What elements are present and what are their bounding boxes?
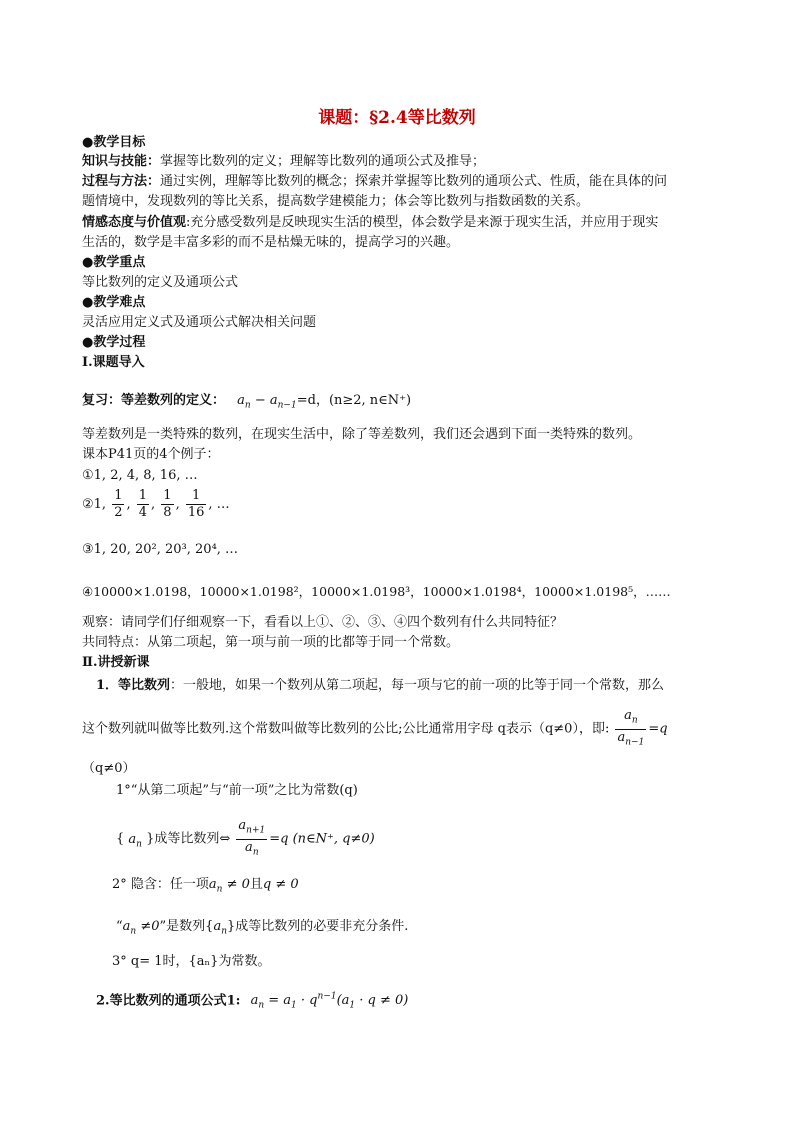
knowledge-label: 知识与技能： xyxy=(82,154,161,169)
difficulty-heading: ●教学难点 xyxy=(82,295,146,310)
observe-line: 观察：请同学们仔细观察一下，看看以上①、②、③、④四个数列有什么共同特征？ xyxy=(82,615,564,630)
difficulty-text: 灵活应用定义式及通项公式解决相关问题 xyxy=(82,315,317,330)
fraction-1-4: $\frac{1}{4}$ xyxy=(138,488,148,520)
goals-heading: ●教学目标 xyxy=(82,135,146,150)
note-1-formula: { $a_n$ }成等比数列⇔ $\frac{a_{n+1}}{a_n}$ =q (n∈N⁺, q≠0) xyxy=(116,818,375,861)
knowledge-line xyxy=(82,153,485,171)
note-2-text: 2° 隐含：任一项 xyxy=(112,877,209,892)
review-label: 复习：等差数列的定义： xyxy=(82,393,226,408)
emotion-line-2: 生活的，数学是丰富多彩的而不是枯燥无味的，提高学习的兴趣。 xyxy=(82,235,460,250)
general-term-formula: $a_n = a_1 \cdot q^{n-1}(a_1 \cdot q \ne 0)$ xyxy=(250,992,409,1011)
review-line: 复习：等差数列的定义： $a_n - a_{n-1}=d$，(n≥2, n∈N⁺) xyxy=(82,393,412,411)
definition-text-2: 这个数列就叫做等比数列.这个常数叫做等比数列的公比;公比通常用字母 q表示（q≠0），即: xyxy=(82,721,610,737)
example-2: ②1, $\frac{1}{2}$ , $\frac{1}{4}$ , $\frac{1}{8}$ , $\frac{1}{16}$ , … xyxy=(82,488,230,520)
process-line-1 xyxy=(82,173,667,191)
process-label: 过程与方法： xyxy=(82,174,161,189)
knowledge-text: 掌握等比数列的定义；理解等比数列的通项公式及推导； xyxy=(160,154,486,169)
intro-line-2: 课本P41页的4个例子： xyxy=(82,447,220,462)
note-3-end: }成等比数列的必要非充分条件. xyxy=(227,919,409,934)
definition-line-1 xyxy=(96,677,664,695)
example-3: ③1, 20, 20², 20³, 20⁴, … xyxy=(82,542,239,557)
key-heading: ●教学重点 xyxy=(82,255,146,270)
ratio-fraction-2: $\frac{a_{n+1}}{a_n}$ xyxy=(238,818,266,858)
fraction-1-16: $\frac{1}{16}$ xyxy=(187,488,205,520)
page-title: 课题：§2.4等比数列 xyxy=(318,108,476,128)
note-1-condition: (n∈N⁺, q≠0) xyxy=(292,831,375,847)
definition-text-1: ：一般地，如果一个数列从第二项起，每一项与它的前一项的比等于同一个常数，那么 xyxy=(170,678,665,693)
formula-label: 2.等比数列的通项公式1: xyxy=(96,993,241,1009)
key-text: 等比数列的定义及通项公式 xyxy=(82,275,239,290)
section-2-heading: Ⅱ.讲授新课 xyxy=(82,655,150,670)
emotion-label: 情感态度与价值观 xyxy=(82,215,187,230)
definition-line-2: 这个数列就叫做等比数列.这个常数叫做等比数列的公比;公比通常用字母 q表示（q≠0），即: $\frac{a_n}{a_{n-1}}$ =q xyxy=(82,708,668,750)
note-2: 2° 隐含：任一项$a_n \ne 0$且q ≠ 0 xyxy=(112,877,299,895)
fraction-1-2: $\frac{1}{2}$ xyxy=(114,488,123,520)
review-condition: ，(n≥2, n∈N⁺) xyxy=(315,393,412,408)
definition-label: 1．等比数列 xyxy=(96,678,171,693)
process-heading: ●教学过程 xyxy=(82,335,146,350)
definition-line-3: （q≠0） xyxy=(82,761,136,776)
note-1: 1°“从第二项起”与“前一项”之比为常数(q) xyxy=(116,783,358,798)
example-4: ④10000×1.0198，10000×1.0198²，10000×1.0198³，10000×1.0198⁴，10000×1.0198⁵，…… xyxy=(82,584,671,599)
process-line-2: 题情境中，发现数列的等比关系，提高数学建模能力；体会等比数列与指数函数的关系。 xyxy=(82,194,590,209)
intro-line-1: 等差数列是一类特殊的数列，在现实生活中，除了等差数列，我们还会遇到下面一类特殊的数列。 xyxy=(82,427,642,442)
emotion-line-1 xyxy=(82,214,658,232)
formula-line xyxy=(96,988,408,1015)
section-1-heading: Ⅰ.课题导入 xyxy=(82,355,145,370)
process-text-1: 通过实例，理解等比数列的概念；探索并掌握等比数列的通项公式、性质，能在具体的问 xyxy=(160,174,668,189)
example-1: ①1, 2, 4, 8, 16, … xyxy=(82,468,198,483)
note-3: “$a_n \ne 0$”是数列$\{a_n\}$成等比数列的必要非充分条件. xyxy=(116,919,409,937)
fraction-1-8: $\frac{1}{8}$ xyxy=(163,488,172,520)
review-formula: $a_n - a_{n-1}$ xyxy=(237,393,297,411)
ratio-fraction: $\frac{a_n}{a_{n-1}}$ xyxy=(617,708,645,748)
example-2-prefix: ②1, xyxy=(82,497,107,512)
emotion-text-1: :充分感受数列是反映现实生活的模型，体会数学是来源于现实生活，并应用于现实 xyxy=(186,215,659,230)
note-4: 3° q= 1时，{aₙ}为常数。 xyxy=(112,954,271,969)
common-line: 共同特点：从第二项起，第一项与前一项的比都等于同一个常数。 xyxy=(82,635,460,650)
note-3-tail: 是数列{ xyxy=(166,919,214,934)
